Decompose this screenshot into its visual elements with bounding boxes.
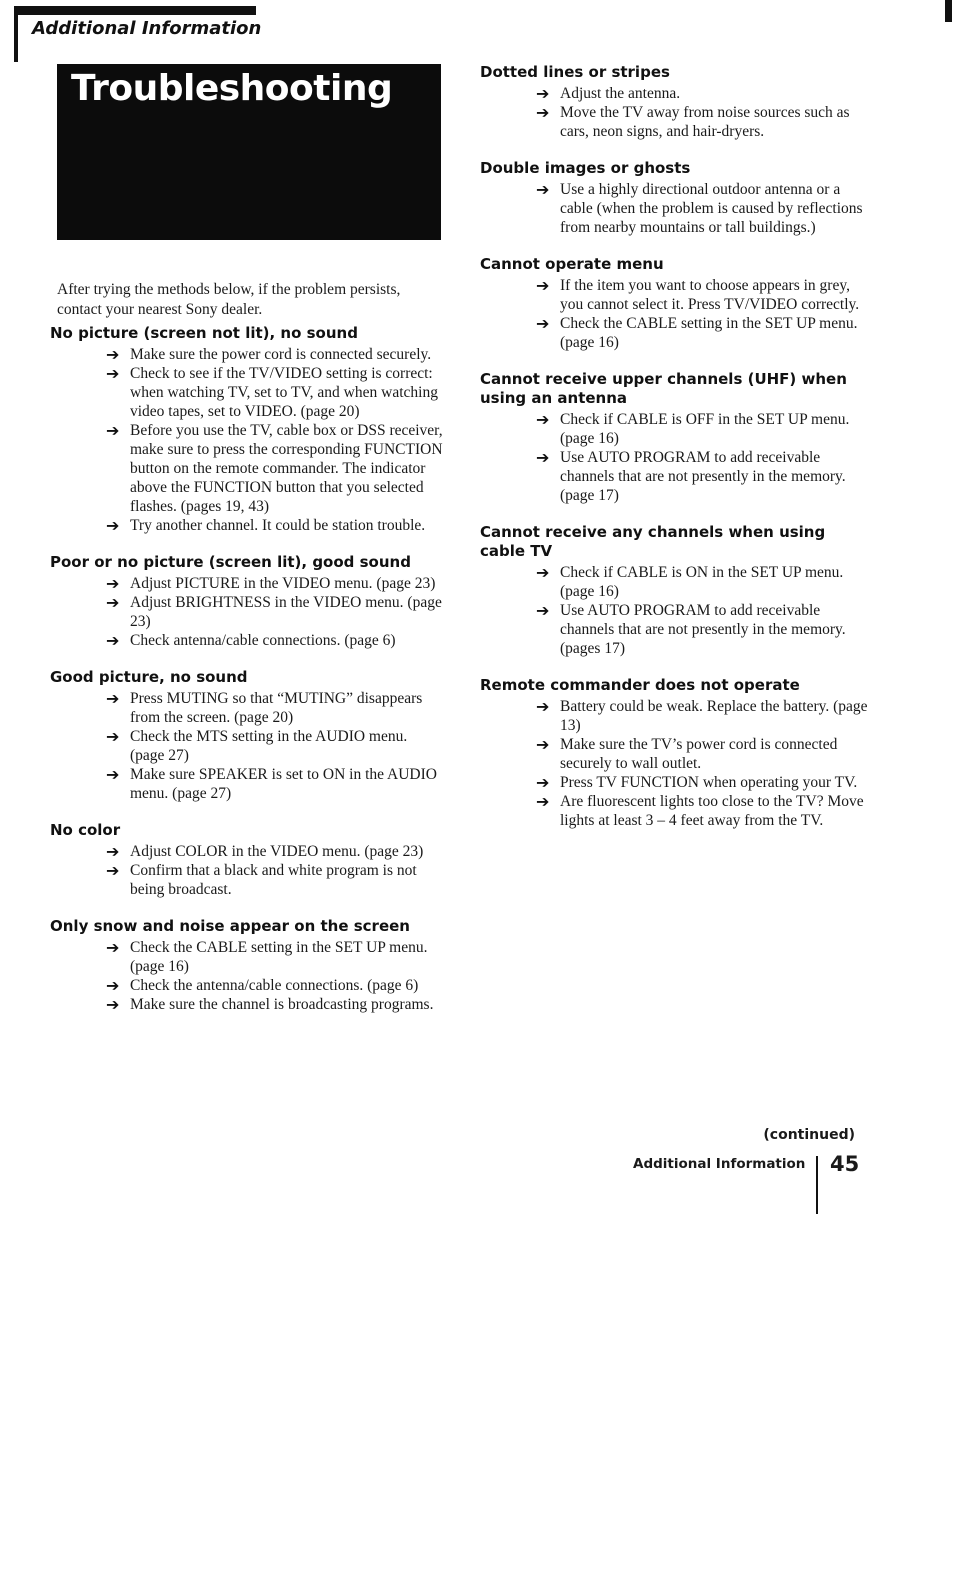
arrow-right-icon: ➔ [536, 276, 550, 295]
arrow-right-icon: ➔ [106, 574, 120, 593]
remedy-list [50, 345, 445, 535]
remedy-item [106, 421, 445, 516]
remedy-text: Adjust COLOR in the VIDEO menu. (page 23) [130, 843, 424, 860]
remedy-list [50, 574, 445, 650]
arrow-right-icon: ➔ [106, 727, 120, 746]
remedy-item [536, 773, 875, 792]
topic-heading: Double images or ghosts [480, 159, 691, 177]
troubleshooting-topic [480, 63, 875, 141]
remedy-item [536, 84, 875, 103]
arrow-right-icon: ➔ [536, 180, 550, 199]
remedy-text: Make sure the TV’s power cord is connected securely to wall outlet. [560, 736, 838, 772]
remedy-text: Press MUTING so that “MUTING” disappears from the screen. (page 20) [130, 690, 423, 726]
remedy-text: Use AUTO PROGRAM to add receivable channels that are not presently in the memory. (pages 17) [560, 602, 846, 657]
remedy-text: Check the CABLE setting in the SET UP menu. (page 16) [130, 939, 428, 975]
topic-heading: Poor or no picture (screen lit), good sound [50, 553, 411, 571]
header-side-rule [14, 6, 18, 62]
remedy-list [480, 563, 875, 658]
corner-mark [945, 0, 952, 22]
topic-heading: Cannot receive any channels when using cable TV [480, 523, 826, 560]
topic-heading: Cannot operate menu [480, 255, 664, 273]
remedy-text: Use AUTO PROGRAM to add receivable channels that are not presently in the memory. (page 17) [560, 449, 846, 504]
remedy-item [106, 938, 445, 976]
arrow-right-icon: ➔ [106, 976, 120, 995]
arrow-right-icon: ➔ [106, 345, 120, 364]
remedy-text: Make sure the channel is broadcasting programs. [130, 996, 434, 1013]
remedy-item [536, 276, 875, 314]
remedy-item [536, 410, 875, 448]
arrow-right-icon: ➔ [536, 563, 550, 582]
remedy-item [106, 574, 445, 593]
section-label: Additional Information [32, 18, 262, 39]
troubleshooting-topic [50, 324, 445, 535]
troubleshooting-topic [480, 255, 875, 352]
remedy-text: Use a highly directional outdoor antenna or a cable (when the problem is caused by reflections from nearby mountains or tall buildings.) [560, 181, 863, 236]
remedy-text: Before you use the TV, cable box or DSS receiver, make sure to press the corresponding FUNCTION button on the remote commander. The indicator above the FUNCTION button that you selected flashes. (pages 19, 43) [130, 422, 443, 515]
arrow-right-icon: ➔ [536, 773, 550, 792]
arrow-right-icon: ➔ [106, 593, 120, 612]
page-title: Troubleshooting [71, 68, 393, 109]
troubleshooting-topic [480, 370, 875, 505]
arrow-right-icon: ➔ [106, 689, 120, 708]
arrow-right-icon: ➔ [536, 410, 550, 429]
remedy-text: Check antenna/cable connections. (page 6) [130, 632, 396, 649]
remedy-item [106, 345, 445, 364]
remedy-text: Check the CABLE setting in the SET UP menu. (page 16) [560, 315, 858, 351]
remedy-text: Make sure the power cord is connected securely. [130, 346, 432, 363]
topic-heading: No picture (screen not lit), no sound [50, 324, 358, 342]
arrow-right-icon: ➔ [536, 314, 550, 333]
remedy-item [106, 631, 445, 650]
arrow-right-icon: ➔ [106, 421, 120, 440]
remedy-item [106, 593, 445, 631]
remedy-item [106, 861, 445, 899]
remedy-text: Check if CABLE is OFF in the SET UP menu. (page 16) [560, 411, 850, 447]
troubleshooting-topic [50, 821, 445, 899]
arrow-right-icon: ➔ [536, 601, 550, 620]
arrow-right-icon: ➔ [536, 84, 550, 103]
remedy-item [536, 180, 875, 237]
remedy-text: Adjust PICTURE in the VIDEO menu. (page 23) [130, 575, 436, 592]
remedy-text: Try another channel. It could be station trouble. [130, 517, 426, 534]
remedy-item [106, 364, 445, 421]
remedy-text: Adjust BRIGHTNESS in the VIDEO menu. (page 23) [130, 594, 442, 630]
continued-note: (continued) [763, 1127, 855, 1143]
remedy-text: Press TV FUNCTION when operating your TV. [560, 774, 858, 791]
remedy-item [106, 765, 445, 803]
intro-text: After trying the methods below, if the problem persists, contact your nearest Sony dealer. [57, 280, 401, 318]
remedy-item [536, 103, 875, 141]
arrow-right-icon: ➔ [106, 516, 120, 535]
remedy-list [480, 276, 875, 352]
remedy-item [106, 727, 445, 765]
arrow-right-icon: ➔ [536, 697, 550, 716]
remedy-text: Battery could be weak. Replace the battery. (page 13) [560, 698, 868, 734]
left-column [50, 324, 445, 1032]
troubleshooting-topic [480, 159, 875, 237]
remedy-list [480, 697, 875, 830]
footer-rule [816, 1156, 818, 1214]
header-bar [14, 6, 256, 15]
troubleshooting-topic [50, 668, 445, 803]
remedy-item [536, 314, 875, 352]
topic-heading: Good picture, no sound [50, 668, 248, 686]
arrow-right-icon: ➔ [536, 792, 550, 811]
remedy-text: Adjust the antenna. [560, 85, 681, 102]
right-column [480, 63, 875, 848]
arrow-right-icon: ➔ [536, 735, 550, 754]
remedy-item [106, 689, 445, 727]
remedy-list [50, 689, 445, 803]
arrow-right-icon: ➔ [106, 995, 120, 1014]
arrow-right-icon: ➔ [106, 938, 120, 957]
remedy-list [480, 410, 875, 505]
troubleshooting-topic [50, 553, 445, 650]
arrow-right-icon: ➔ [536, 103, 550, 122]
remedy-item [536, 601, 875, 658]
arrow-right-icon: ➔ [106, 364, 120, 383]
remedy-item [536, 697, 875, 735]
page-number: 45 [830, 1152, 860, 1176]
arrow-right-icon: ➔ [106, 842, 120, 861]
remedy-list [480, 84, 875, 141]
remedy-text: Check to see if the TV/VIDEO setting is correct: when watching TV, set to TV, and when watching video tapes, set to VIDEO. (page 20) [130, 365, 438, 420]
remedy-item [106, 516, 445, 535]
remedy-item [536, 563, 875, 601]
remedy-list [480, 180, 875, 237]
troubleshooting-topic [50, 917, 445, 1014]
troubleshooting-topic [480, 676, 875, 830]
footer-section-label: Additional Information [633, 1156, 806, 1172]
remedy-item [106, 842, 445, 861]
remedy-text: Make sure SPEAKER is set to ON in the AUDIO menu. (page 27) [130, 766, 437, 802]
remedy-text: Check the antenna/cable connections. (page 6) [130, 977, 419, 994]
remedy-item [536, 735, 875, 773]
topic-heading: No color [50, 821, 121, 839]
remedy-item [536, 792, 875, 830]
remedy-text: Move the TV away from noise sources such as cars, neon signs, and hair-dryers. [560, 104, 850, 140]
topic-heading: Cannot receive upper channels (UHF) when using an antenna [480, 370, 847, 407]
troubleshooting-topic [480, 523, 875, 658]
remedy-item [536, 448, 875, 505]
remedy-list [50, 938, 445, 1014]
topic-heading: Remote commander does not operate [480, 676, 800, 694]
remedy-text: If the item you want to choose appears in grey, you cannot select it. Press TV/VIDEO correctly. [560, 277, 860, 313]
topic-heading: Only snow and noise appear on the screen [50, 917, 410, 935]
remedy-text: Check the MTS setting in the AUDIO menu. (page 27) [130, 728, 408, 764]
title-box [57, 64, 441, 240]
remedy-list [50, 842, 445, 899]
arrow-right-icon: ➔ [106, 861, 120, 880]
arrow-right-icon: ➔ [106, 631, 120, 650]
remedy-text: Check if CABLE is ON in the SET UP menu. (page 16) [560, 564, 844, 600]
arrow-right-icon: ➔ [106, 765, 120, 784]
arrow-right-icon: ➔ [536, 448, 550, 467]
remedy-item [106, 976, 445, 995]
remedy-text: Are fluorescent lights too close to the TV? Move lights at least 3 – 4 feet away from the TV. [560, 793, 864, 829]
remedy-text: Confirm that a black and white program is not being broadcast. [130, 862, 417, 898]
remedy-item [106, 995, 445, 1014]
topic-heading: Dotted lines or stripes [480, 63, 670, 81]
